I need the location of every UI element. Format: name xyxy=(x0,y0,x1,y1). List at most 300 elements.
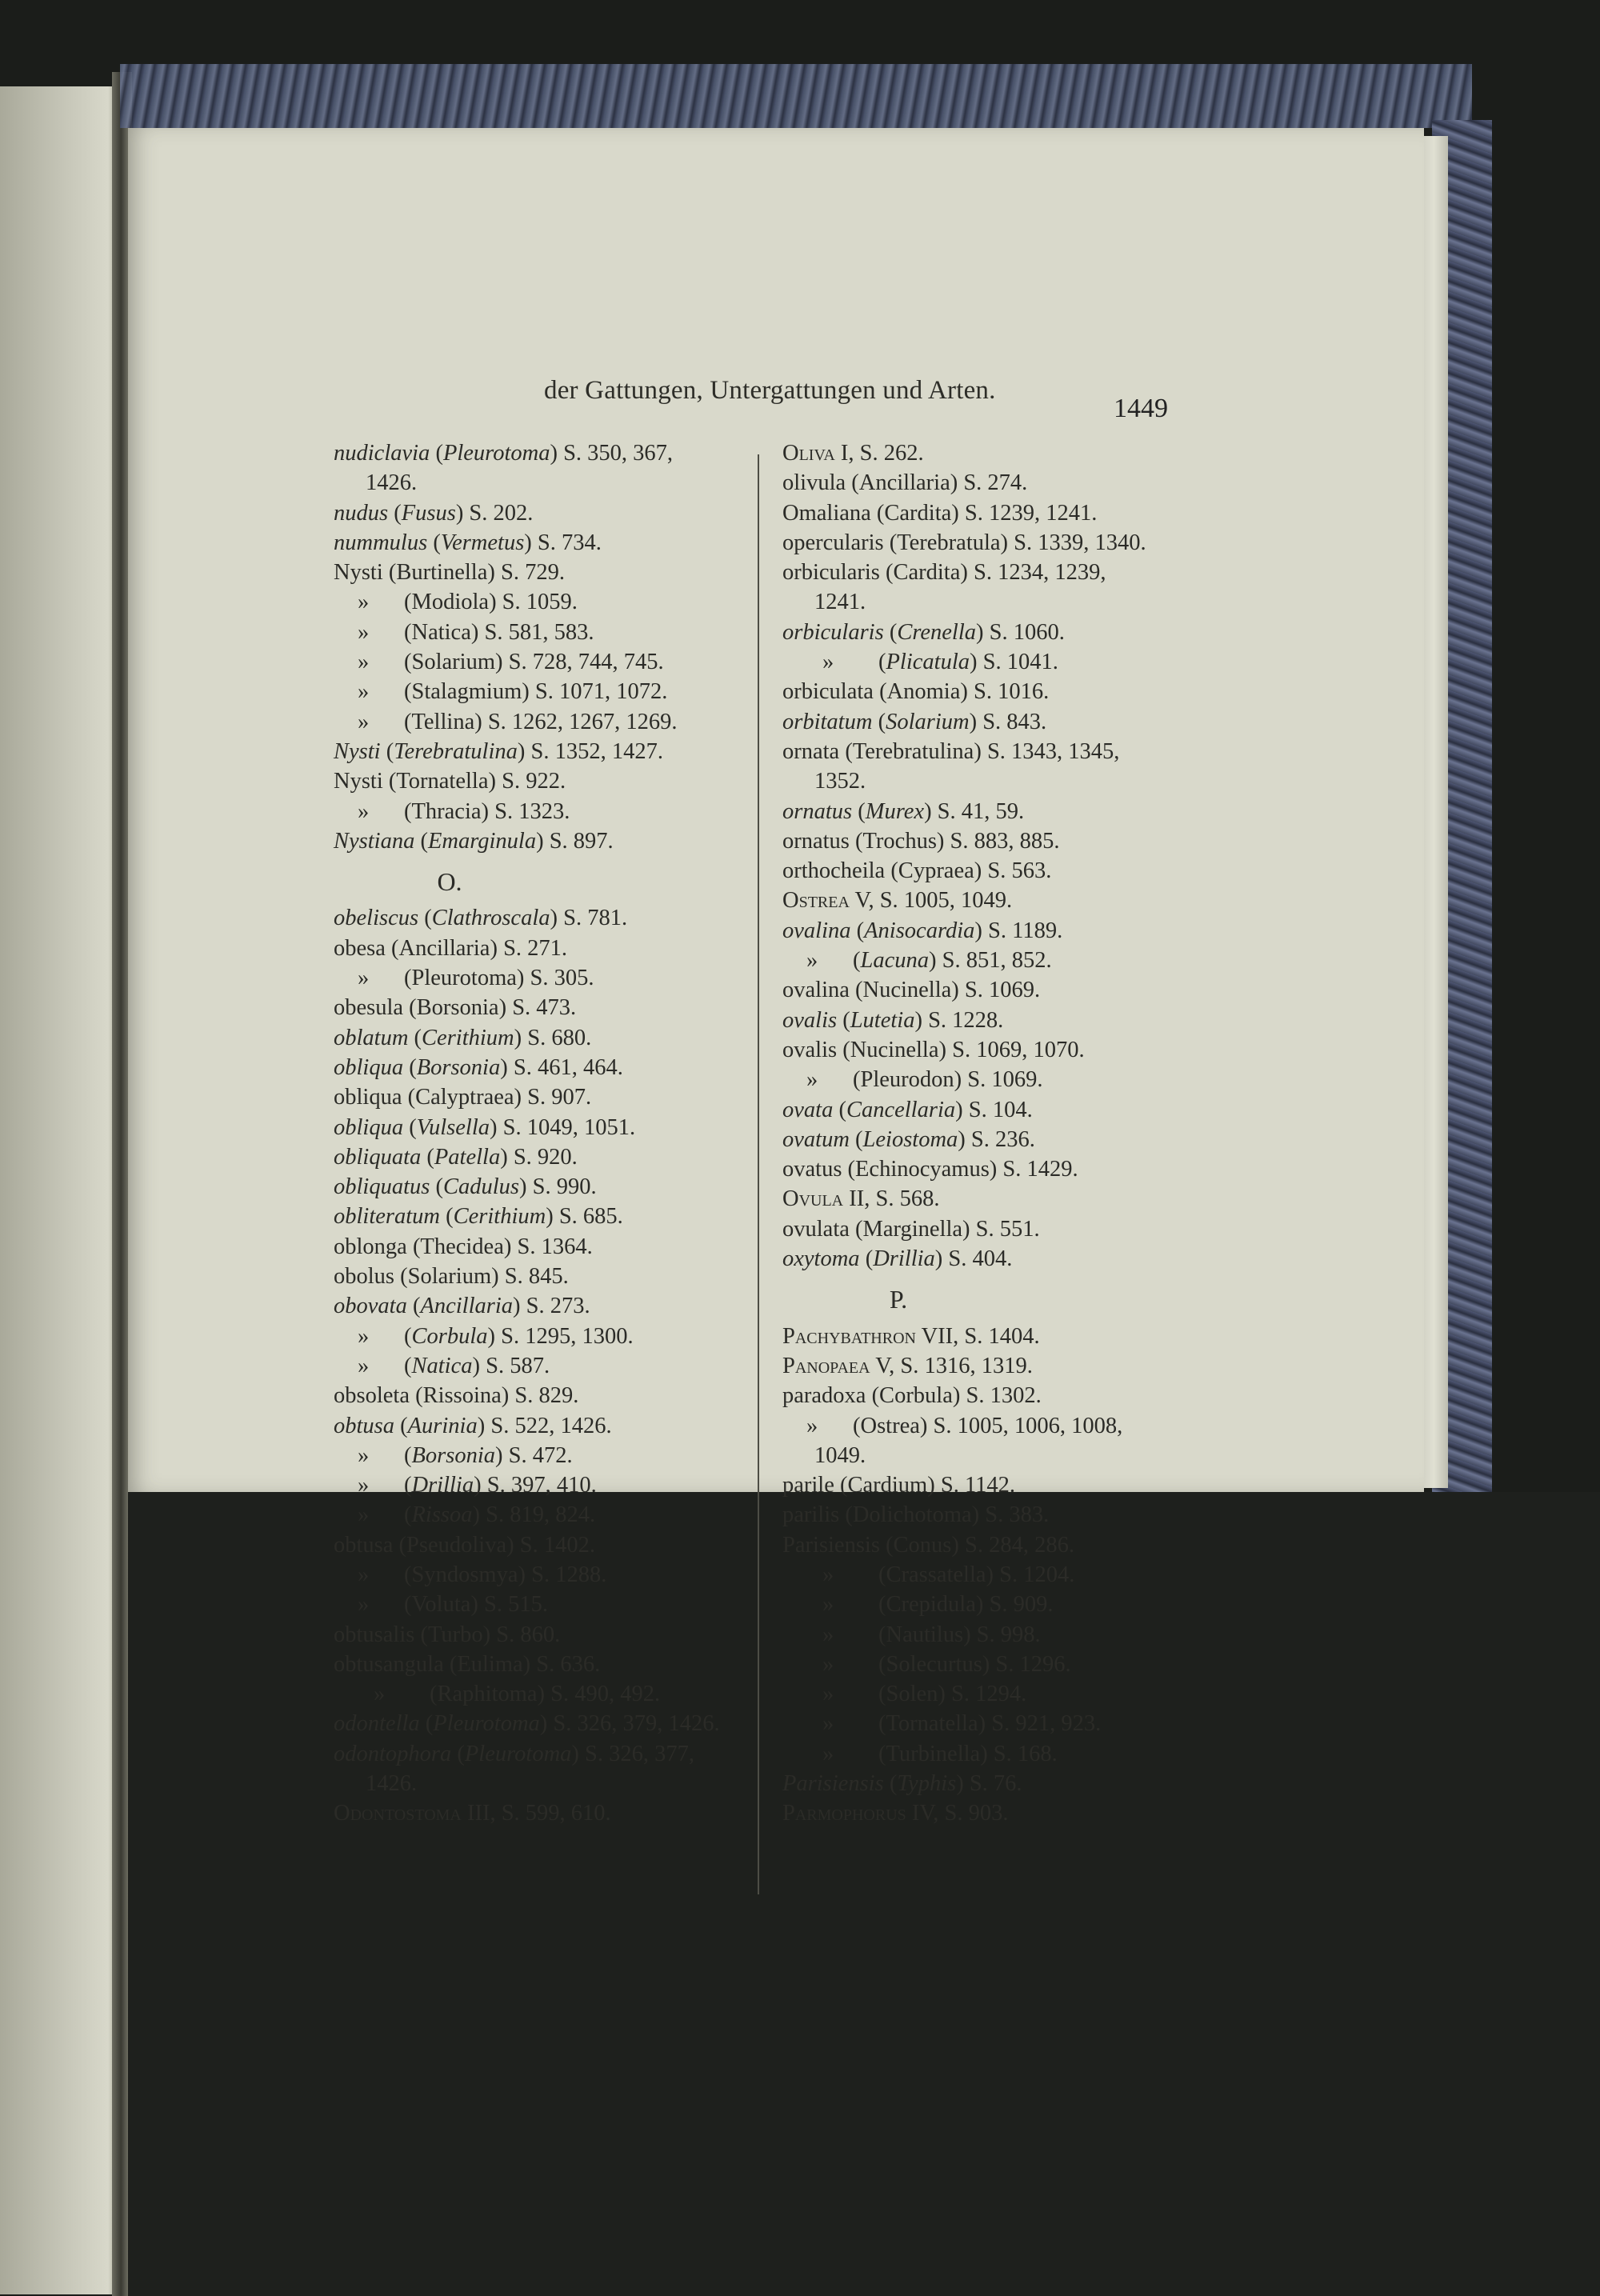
entry-text: orthocheila (Cypraea) S. 563. xyxy=(782,858,1052,884)
index-entry-continuation xyxy=(782,1441,1198,1470)
index-entry xyxy=(334,1142,750,1172)
entry-text: ( xyxy=(451,1741,465,1766)
entry-text: Vulsella xyxy=(416,1114,490,1140)
ditto-mark: » xyxy=(806,948,818,974)
ditto-mark: » xyxy=(806,1413,818,1438)
index-entry xyxy=(334,1798,750,1828)
index-entry xyxy=(334,1023,750,1053)
index-entry xyxy=(334,707,750,737)
index-entry xyxy=(334,1679,750,1709)
entry-text: obliqua (Calyptraea) S. 907. xyxy=(334,1085,592,1110)
entry-text: Corbula xyxy=(411,1323,488,1349)
index-entry xyxy=(334,1620,750,1650)
section-heading xyxy=(334,856,566,903)
index-entry xyxy=(334,963,750,993)
index-entry xyxy=(334,558,750,587)
entry-text: ovalina (Nucinella) S. 1069. xyxy=(782,978,1041,1003)
entry-text: ( xyxy=(414,828,428,854)
index-entry xyxy=(782,707,1198,737)
index-column-left xyxy=(334,438,750,1829)
entry-text: V, S. 1316, 1319. xyxy=(870,1353,1033,1378)
running-header: der Gattungen, Untergattungen und Arten. xyxy=(544,376,996,405)
entry-text: Drillia xyxy=(873,1246,935,1272)
index-entry xyxy=(782,886,1198,915)
entry-text: ( xyxy=(408,1025,422,1050)
index-entry xyxy=(782,1470,1198,1500)
index-entry xyxy=(334,1172,750,1202)
entry-text: Odontostoma xyxy=(334,1801,462,1826)
entry-text: ( xyxy=(404,1473,412,1498)
entry-text: ( xyxy=(430,1174,443,1200)
entry-text: Aurinia xyxy=(407,1413,478,1438)
index-entry xyxy=(334,1322,750,1351)
entry-text: (Voluta) S. 515. xyxy=(404,1592,548,1618)
entry-text: ( xyxy=(883,1771,898,1797)
index-entry xyxy=(334,1113,750,1142)
entry-text: ovata xyxy=(782,1097,834,1122)
entry-text: ) S. 1049, 1051. xyxy=(490,1114,636,1140)
entry-text: Nysti (Burtinella) S. 729. xyxy=(334,560,565,586)
ditto-mark: » xyxy=(358,1323,370,1349)
entry-text: ovatum xyxy=(782,1126,850,1152)
entry-text: ( xyxy=(418,906,432,931)
entry-text: ( xyxy=(430,441,443,466)
entry-text: Cancellaria xyxy=(846,1097,956,1122)
entry-text: ) S. 851, 852. xyxy=(929,948,1052,974)
ditto-mark: » xyxy=(822,1682,834,1707)
index-entry xyxy=(334,934,750,963)
entry-text: ) S. 1060. xyxy=(976,619,1065,645)
entry-text: (Tornatella) S. 921, 923. xyxy=(878,1711,1102,1737)
entry-text: ) S. 472. xyxy=(495,1442,573,1468)
entry-text: ( xyxy=(853,948,861,974)
entry-text: Clathroscala xyxy=(431,906,550,931)
ditto-mark: » xyxy=(822,1622,834,1647)
entry-text: 1241. xyxy=(814,590,866,615)
index-entry xyxy=(782,1590,1198,1619)
ditto-mark: » xyxy=(358,1353,370,1378)
entry-text: ) S. 990. xyxy=(519,1174,597,1200)
entry-text: Crenella xyxy=(897,619,976,645)
index-entry xyxy=(782,1244,1198,1274)
entry-text: IV, S. 903. xyxy=(906,1801,1009,1826)
entry-text: ) S. 76. xyxy=(956,1771,1022,1797)
entry-text: Panopaea xyxy=(782,1353,870,1378)
index-entry-continuation xyxy=(782,766,1198,796)
entry-text: I, S. 262. xyxy=(834,441,924,466)
ditto-mark: » xyxy=(358,798,370,824)
entry-text: ovalina xyxy=(782,918,851,943)
entry-text: ovalis (Nucinella) S. 1069, 1070. xyxy=(782,1037,1085,1062)
entry-text: Ancillaria xyxy=(420,1294,514,1319)
entry-text: ( xyxy=(837,1007,850,1033)
entry-text: III, S. 599, 610. xyxy=(461,1801,611,1826)
binding-cloth-top xyxy=(120,64,1472,128)
entry-text: Vermetus xyxy=(440,530,525,555)
index-entry xyxy=(334,1739,750,1769)
entry-text: obliqua xyxy=(334,1114,404,1140)
entry-text: (Natica) S. 581, 583. xyxy=(404,619,594,645)
index-entry xyxy=(334,438,750,468)
index-entry xyxy=(782,1620,1198,1650)
entry-text: ) S. 685. xyxy=(546,1204,623,1230)
index-entry xyxy=(782,1351,1198,1381)
entry-text: Solarium xyxy=(886,709,970,734)
entry-text: obliteratum xyxy=(334,1204,440,1230)
index-entry xyxy=(782,438,1198,468)
entry-text: oblonga (Thecidea) S. 1364. xyxy=(334,1234,593,1259)
entry-text: oblatum xyxy=(334,1025,409,1050)
entry-text: ( xyxy=(878,650,886,675)
index-entry xyxy=(782,1709,1198,1738)
entry-text: obsoleta (Rissoina) S. 829. xyxy=(334,1383,579,1409)
entry-text: Murex xyxy=(865,798,925,824)
index-entry xyxy=(782,1381,1198,1410)
ditto-mark: » xyxy=(358,966,370,991)
entry-text: (Crassatella) S. 1204. xyxy=(878,1562,1075,1587)
entry-text: (Turbinella) S. 168. xyxy=(878,1741,1058,1766)
index-entry xyxy=(782,647,1198,677)
index-entry xyxy=(782,1650,1198,1679)
entry-text: ( xyxy=(883,619,898,645)
entry-text: obolus (Solarium) S. 845. xyxy=(334,1264,569,1290)
entry-text: ( xyxy=(388,500,402,526)
index-entry xyxy=(334,1053,750,1082)
ditto-mark: » xyxy=(358,1442,370,1468)
entry-text: VII, S. 1404. xyxy=(915,1323,1040,1349)
entry-text: obovata xyxy=(334,1294,407,1319)
entry-text: ( xyxy=(404,1323,412,1349)
entry-text: (Ostrea) S. 1005, 1006, 1008, xyxy=(853,1413,1123,1438)
entry-text: ) S. 897. xyxy=(536,828,614,854)
entry-text: ) S. 397, 410. xyxy=(474,1473,597,1498)
entry-text: obtusa xyxy=(334,1413,395,1438)
index-entry xyxy=(782,558,1198,587)
entry-text: ) S. 1295, 1300. xyxy=(487,1323,634,1349)
entry-text: (Pleurodon) S. 1069. xyxy=(853,1067,1043,1093)
entry-text: ( xyxy=(421,1144,434,1170)
entry-text: Cerithium xyxy=(422,1025,514,1050)
index-entry xyxy=(782,528,1198,558)
entry-text: ) S. 843. xyxy=(969,709,1047,734)
entry-text: Omaliana (Cardita) S. 1239, 1241. xyxy=(782,500,1098,526)
index-entry xyxy=(334,618,750,647)
page-number: 1449 xyxy=(1114,394,1168,423)
ditto-mark: » xyxy=(358,619,370,645)
ditto-mark: » xyxy=(822,1651,834,1677)
index-entry xyxy=(334,1650,750,1679)
index-entry xyxy=(782,1125,1198,1154)
entry-text: ornata (Terebratulina) S. 1343, 1345, xyxy=(782,738,1120,764)
ditto-mark: » xyxy=(358,1562,370,1587)
entry-text: (Solen) S. 1294. xyxy=(878,1682,1027,1707)
index-entry-continuation xyxy=(334,1769,750,1798)
entry-text: ( xyxy=(403,1054,417,1080)
entry-text: nudus xyxy=(334,500,389,526)
entry-text: Parisiensis (Conus) S. 284, 286. xyxy=(782,1532,1074,1558)
entry-text: orbicularis (Cardita) S. 1234, 1239, xyxy=(782,560,1106,586)
index-entry xyxy=(334,528,750,558)
entry-text: paradoxa (Corbula) S. 1302. xyxy=(782,1383,1042,1409)
entry-text: olivula (Ancillaria) S. 274. xyxy=(782,470,1028,496)
ditto-mark: » xyxy=(822,650,834,675)
entry-text: (Stalagmium) S. 1071, 1072. xyxy=(404,679,668,705)
entry-text: ( xyxy=(394,1413,408,1438)
entry-text: ( xyxy=(833,1097,846,1122)
index-entry xyxy=(334,677,750,706)
entry-text: (Tellina) S. 1262, 1267, 1269. xyxy=(404,709,678,734)
entry-text: ovatus (Echinocyamus) S. 1429. xyxy=(782,1157,1078,1182)
index-entry xyxy=(334,1470,750,1500)
index-entry xyxy=(334,647,750,677)
index-entry xyxy=(782,797,1198,826)
entry-text: ) S. 920. xyxy=(500,1144,578,1170)
entry-text: obesula (Borsonia) S. 473. xyxy=(334,995,577,1021)
index-entry xyxy=(334,1232,750,1262)
index-entry xyxy=(782,1322,1198,1351)
entry-text: ) S. 41, 59. xyxy=(924,798,1025,824)
entry-text: ( xyxy=(380,738,394,764)
entry-text: obtusa (Pseudoliva) S. 1402. xyxy=(334,1532,595,1558)
entry-text: Pachybathron xyxy=(782,1323,916,1349)
index-entry xyxy=(334,797,750,826)
entry-text: ovulata (Marginella) S. 551. xyxy=(782,1216,1040,1242)
entry-text: Leiostoma xyxy=(862,1126,958,1152)
ditto-mark: » xyxy=(822,1741,834,1766)
left-page-edge xyxy=(0,86,120,2294)
index-entry xyxy=(334,1381,750,1410)
index-entry xyxy=(782,498,1198,528)
entry-text: ) S. 781. xyxy=(550,906,628,931)
entry-text: Pleurotoma xyxy=(433,1711,540,1737)
entry-text: ornatus (Trochus) S. 883, 885. xyxy=(782,828,1060,854)
entry-text: ) S. 1228. xyxy=(914,1007,1004,1033)
ditto-mark: » xyxy=(822,1711,834,1737)
entry-text: ) S. 326, 379, 1426. xyxy=(539,1711,720,1737)
index-entry xyxy=(782,468,1198,498)
index-entry xyxy=(782,1154,1198,1184)
entry-text: obesa (Ancillaria) S. 271. xyxy=(334,935,568,961)
index-entry xyxy=(782,1739,1198,1769)
index-entry xyxy=(334,1202,750,1231)
entry-text: V, S. 1005, 1049. xyxy=(849,888,1013,914)
entry-text: (Pleurotoma) S. 305. xyxy=(404,966,594,991)
ditto-mark: » xyxy=(358,1473,370,1498)
entry-text: obtusalis (Turbo) S. 860. xyxy=(334,1622,561,1647)
entry-text: (Solecurtus) S. 1296. xyxy=(878,1651,1071,1677)
column-divider xyxy=(758,454,759,1894)
entry-text: obliquatus xyxy=(334,1174,430,1200)
ditto-mark: » xyxy=(806,1067,818,1093)
index-entry xyxy=(782,1411,1198,1441)
index-entry xyxy=(782,1769,1198,1798)
entry-text: Plicatula xyxy=(886,650,970,675)
index-entry xyxy=(334,1590,750,1619)
entry-text: Parisiensis xyxy=(782,1771,884,1797)
entry-text: Nysti xyxy=(334,738,381,764)
index-entry xyxy=(782,1095,1198,1125)
entry-text: parile (Cardium) S. 1142. xyxy=(782,1473,1016,1498)
entry-text: obliqua xyxy=(334,1054,404,1080)
entry-text: (Syndosmya) S. 1288. xyxy=(404,1562,607,1587)
entry-text: ( xyxy=(419,1711,434,1737)
ditto-mark: » xyxy=(358,590,370,615)
entry-text: ) S. 404. xyxy=(934,1246,1013,1272)
ditto-mark: » xyxy=(822,1562,834,1587)
entry-text: ) S. 587. xyxy=(472,1353,550,1378)
entry-text: obeliscus xyxy=(334,906,419,931)
entry-text: Nystiana xyxy=(334,828,415,854)
entry-text: (Nautilus) S. 998. xyxy=(878,1622,1041,1647)
page-stack-edge xyxy=(1420,136,1448,1488)
index-entry xyxy=(334,1500,750,1530)
entry-text: ) S. 273. xyxy=(513,1294,590,1319)
index-entry xyxy=(782,1184,1198,1214)
index-entry xyxy=(782,826,1198,856)
entry-text: ) S. 1041. xyxy=(969,650,1058,675)
ditto-mark: » xyxy=(358,679,370,705)
index-entry xyxy=(334,1441,750,1470)
index-entry xyxy=(782,1679,1198,1709)
index-entry xyxy=(782,1065,1198,1094)
entry-text: Emarginula xyxy=(427,828,537,854)
entry-text: ( xyxy=(404,1353,412,1378)
entry-text: ( xyxy=(859,1246,874,1272)
entry-text: Parmophorus xyxy=(782,1801,906,1826)
entry-text: Rissoa xyxy=(411,1502,473,1528)
entry-text: Oliva xyxy=(782,441,835,466)
ditto-mark: » xyxy=(358,709,370,734)
entry-text: ) S. 350, 367, xyxy=(550,441,674,466)
entry-text: 1426. xyxy=(366,1771,418,1797)
entry-text: (Solarium) S. 728, 744, 745. xyxy=(404,650,664,675)
index-entry xyxy=(334,1262,750,1291)
index-entry xyxy=(334,903,750,933)
index-entry xyxy=(782,856,1198,886)
entry-text: ) S. 734. xyxy=(524,530,602,555)
index-entry xyxy=(334,737,750,766)
entry-text: Anisocardia xyxy=(864,918,975,943)
entry-text: ( xyxy=(872,709,886,734)
entry-text: O. xyxy=(437,867,462,897)
entry-text: (Thracia) S. 1323. xyxy=(404,798,570,824)
index-entry xyxy=(782,1035,1198,1065)
entry-text: ( xyxy=(404,1442,412,1468)
index-entry xyxy=(782,618,1198,647)
index-entry xyxy=(334,993,750,1022)
entry-text: Cerithium xyxy=(453,1204,546,1230)
entry-text: ) S. 819, 824. xyxy=(472,1502,596,1528)
index-entry xyxy=(334,1411,750,1441)
index-entry xyxy=(782,1530,1198,1560)
entry-text: nummulus xyxy=(334,530,428,555)
entry-text: obtusangula (Eulima) S. 636. xyxy=(334,1651,601,1677)
entry-text: (Raphitoma) S. 490, 492. xyxy=(430,1682,661,1707)
entry-text: 1049. xyxy=(814,1442,866,1468)
entry-text: opercularis (Terebratula) S. 1339, 1340. xyxy=(782,530,1146,555)
section-heading xyxy=(782,1274,1014,1321)
entry-text: (Modiola) S. 1059. xyxy=(404,590,578,615)
entry-text: Terebratulina xyxy=(394,738,518,764)
entry-text: Fusus xyxy=(401,500,456,526)
book-page xyxy=(128,128,1424,1492)
index-entry xyxy=(334,766,750,796)
entry-text: ) S. 680. xyxy=(514,1025,592,1050)
entry-text: Cadulus xyxy=(442,1174,520,1200)
entry-text: odontella xyxy=(334,1711,420,1737)
entry-text: ) S. 326, 377, xyxy=(571,1741,694,1766)
entry-text: odontophora xyxy=(334,1741,452,1766)
entry-text: ornatus xyxy=(782,798,853,824)
entry-text: orbitatum xyxy=(782,709,873,734)
index-entry xyxy=(782,1560,1198,1590)
entry-text: Drillia xyxy=(411,1473,474,1498)
ditto-mark: » xyxy=(374,1682,386,1707)
index-entry xyxy=(782,1500,1198,1530)
entry-text: Borsonia xyxy=(416,1054,501,1080)
index-entry xyxy=(334,587,750,617)
index-entry xyxy=(334,1082,750,1112)
entry-text: ( xyxy=(403,1114,417,1140)
entry-text: Lacuna xyxy=(860,948,929,974)
entry-text: ) S. 236. xyxy=(958,1126,1035,1152)
entry-text: Lutetia xyxy=(850,1007,915,1033)
entry-text: ) S. 461, 464. xyxy=(500,1054,623,1080)
index-entry xyxy=(782,1214,1198,1244)
entry-text: ) S. 1352, 1427. xyxy=(517,738,663,764)
index-entry xyxy=(782,1006,1198,1035)
entry-text: ( xyxy=(440,1204,454,1230)
index-entry xyxy=(334,1530,750,1560)
index-entry xyxy=(334,498,750,528)
entry-text: ( xyxy=(849,1126,863,1152)
entry-text: ) S. 202. xyxy=(455,500,534,526)
entry-text: ( xyxy=(404,1502,412,1528)
entry-text: ( xyxy=(406,1294,421,1319)
entry-text: ( xyxy=(852,798,866,824)
index-entry xyxy=(782,946,1198,975)
entry-text: Borsonia xyxy=(411,1442,496,1468)
entry-text: obliquata xyxy=(334,1144,422,1170)
index-column-right xyxy=(782,438,1198,1829)
index-entry xyxy=(782,737,1198,766)
entry-text: Patella xyxy=(434,1144,501,1170)
entry-text: Typhis xyxy=(897,1771,957,1797)
entry-text: orbiculata (Anomia) S. 1016. xyxy=(782,679,1050,705)
entry-text: ovalis xyxy=(782,1007,838,1033)
entry-text: nudiclavia xyxy=(334,441,430,466)
entry-text: parilis (Dolichotoma) S. 383. xyxy=(782,1502,1050,1528)
entry-text: ) S. 522, 1426. xyxy=(477,1413,612,1438)
index-entry xyxy=(782,916,1198,946)
entry-text: ) S. 1189. xyxy=(974,918,1063,943)
entry-text: Pleurotoma xyxy=(442,441,550,466)
index-entry xyxy=(334,1351,750,1381)
entry-text: Ostrea xyxy=(782,888,850,914)
index-entry xyxy=(782,1798,1198,1828)
entry-text: Ovula xyxy=(782,1186,844,1212)
entry-text: Natica xyxy=(411,1353,473,1378)
entry-text: ( xyxy=(427,530,441,555)
index-entry xyxy=(782,975,1198,1005)
entry-text: 1426. xyxy=(366,470,418,496)
entry-text: Nysti (Tornatella) S. 922. xyxy=(334,769,566,794)
ditto-mark: » xyxy=(358,1592,370,1618)
entry-text: 1352. xyxy=(814,769,866,794)
index-entry-continuation xyxy=(334,468,750,498)
entry-text: orbicularis xyxy=(782,619,884,645)
index-entry-continuation xyxy=(782,587,1198,617)
